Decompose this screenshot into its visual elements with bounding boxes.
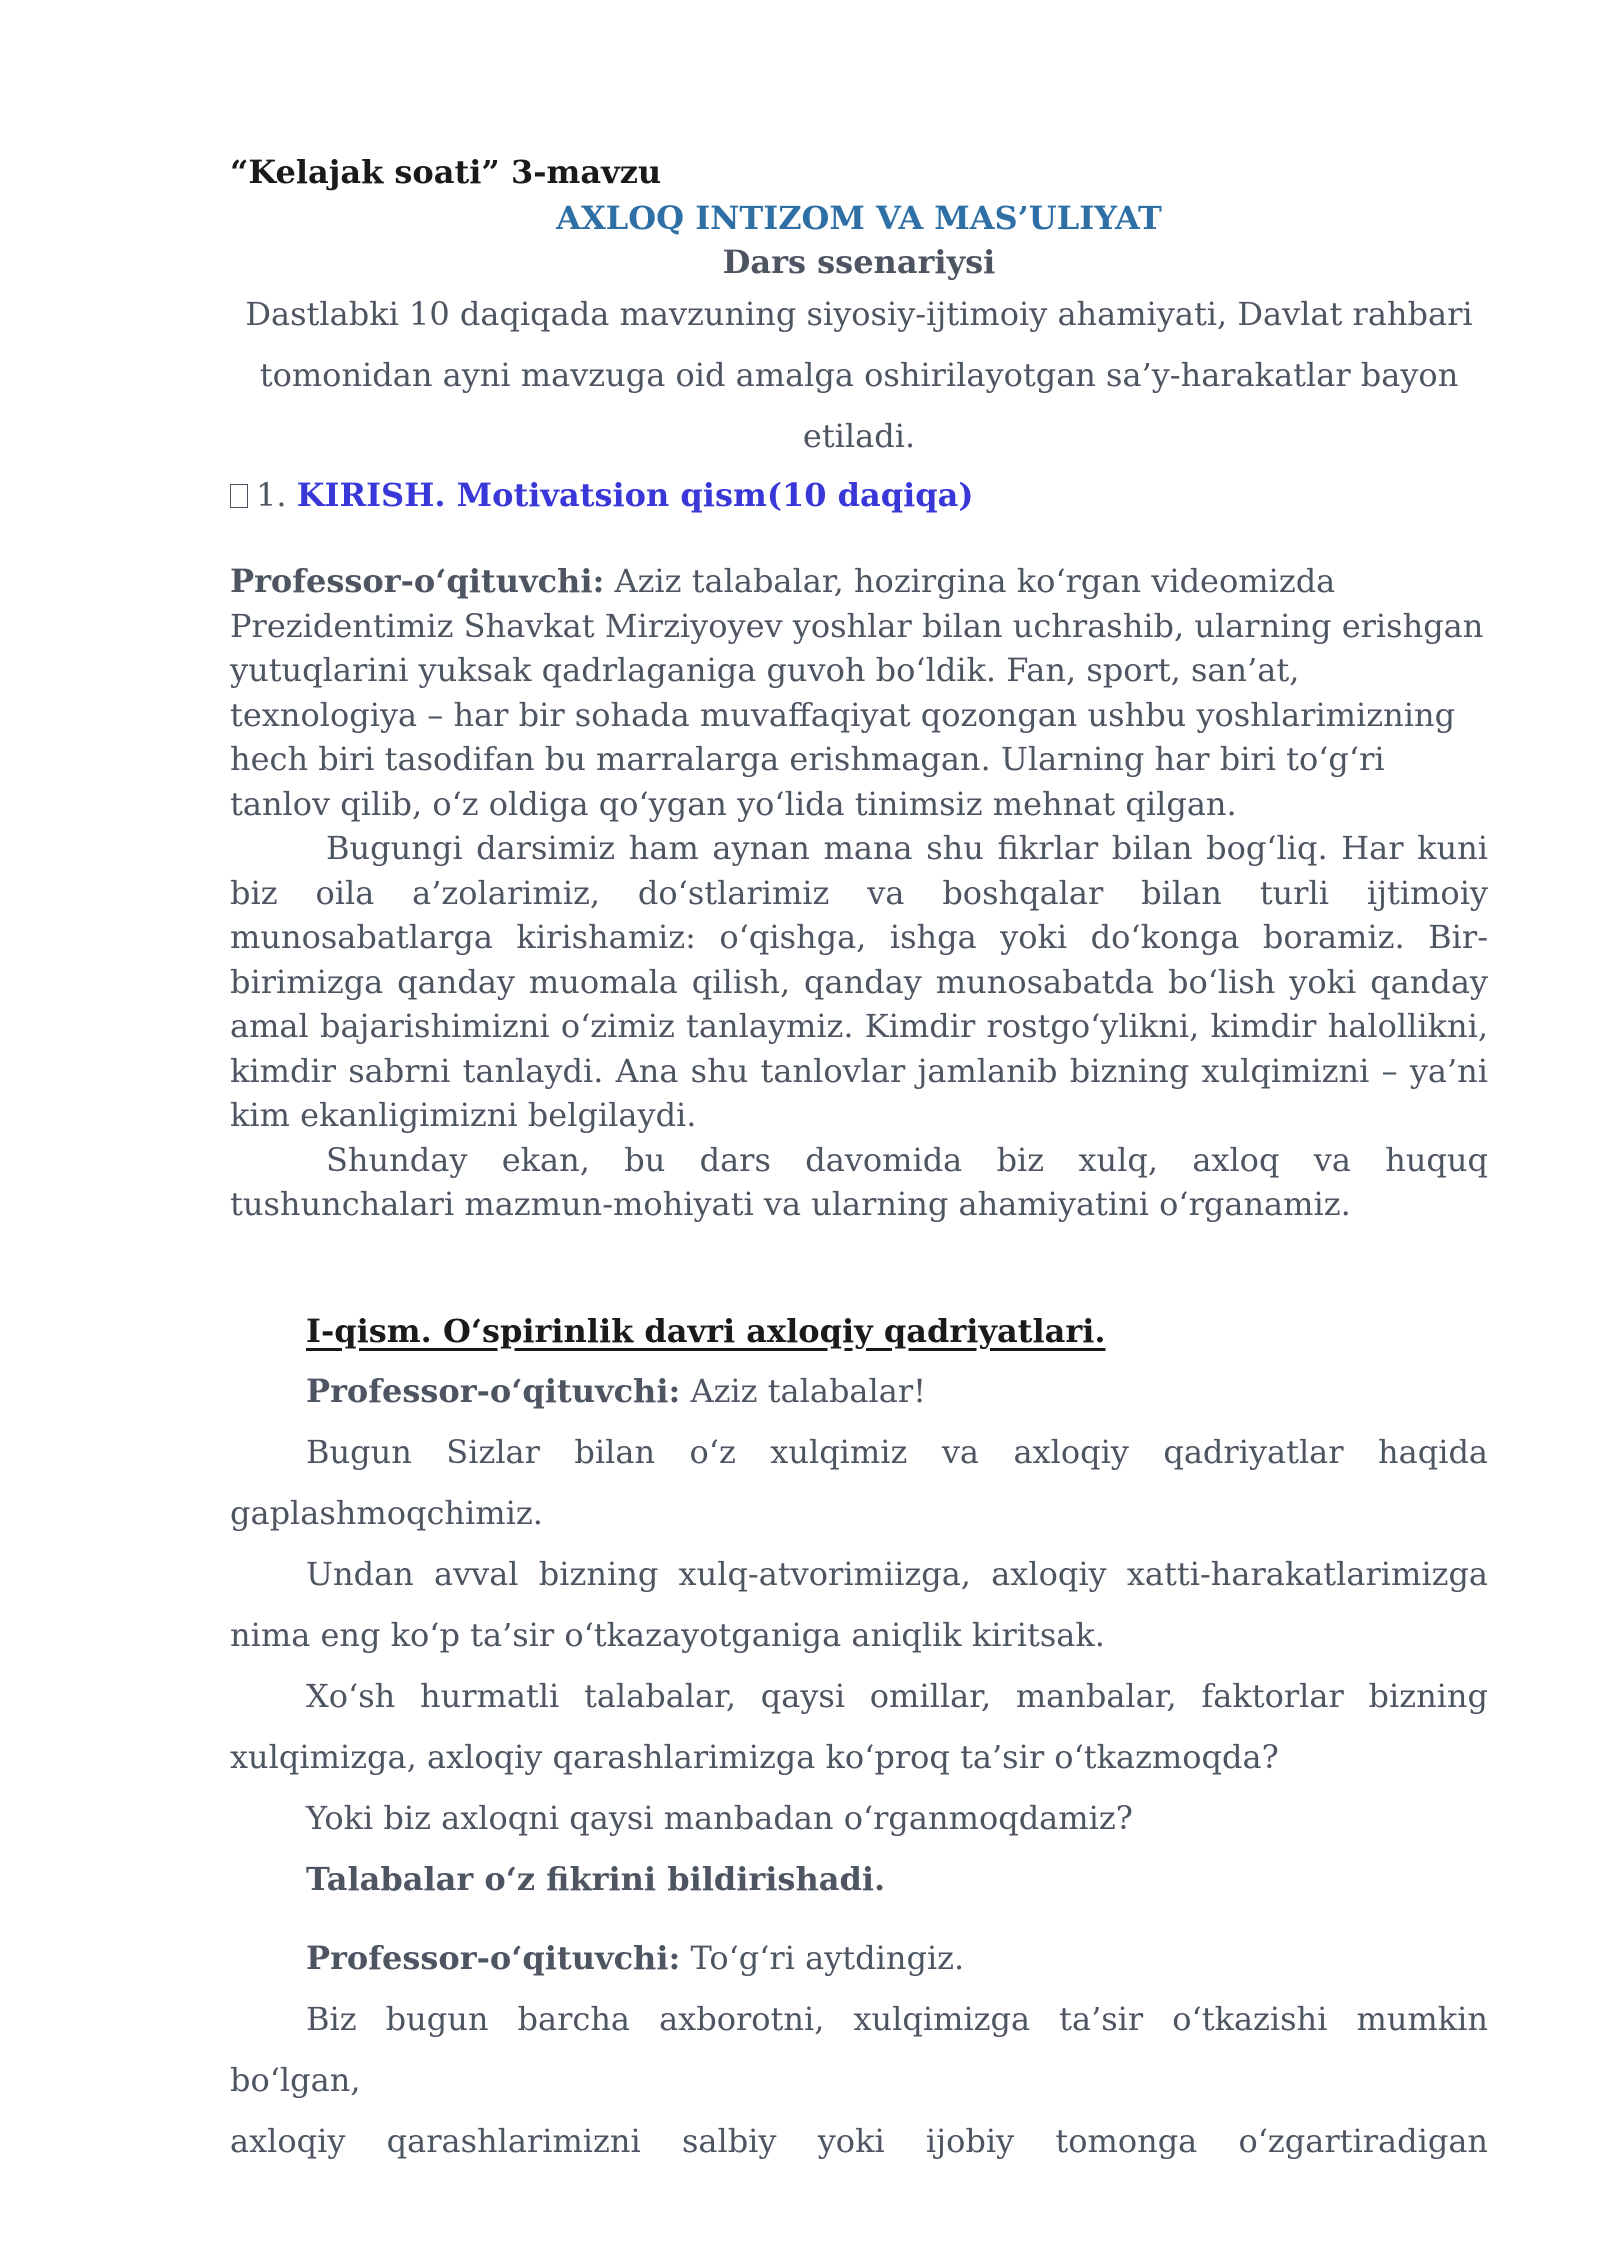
paragraph [230,1928,1488,1989]
paragraph: Bugungi darsimiz ham aynan mana shu fikrlar bilan bog‘liq. Har kuni biz oila a’zolarimiz, do‘stlarimiz va boshqalar bilan turli ijtimoiy munosabatlarga kirishamiz: o‘qishga, ishga yoki do‘konga boramiz. Bir-birimizga qanday muomala qilish, qanday munosabatda bo‘lish yoki qanday amal bajarishimizni o‘zimiz tanlaymiz. Kimdir rostgo‘ylikni, kimdir halollikni, kimdir sabrni tanlaydi. Ana shu tanlovlar jamlanib bizning xulqimizni – ya’ni kim ekanligimizni belgilaydi. [230,829,1488,1134]
section-heading-kirish [230,467,1488,523]
paragraph-text: To‘g‘ri aytdingiz. [680,1938,965,1977]
paragraph: Bugun Sizlar bilan o‘z xulqimiz va axloqiy qadriyatlar haqida gaplashmoqchimiz. [230,1432,1488,1532]
students-note: Talabalar o‘z fikrini bildirishadi. [306,1859,886,1898]
part-one-body [230,1361,1488,2172]
paragraph-text: Aziz talabalar! [680,1371,926,1410]
section-number: 1. [256,476,287,514]
paragraph [230,1361,1488,1422]
paragraph-text: Aziz talabalar, hozirgina ko‘rgan videomizda Prezidentimiz Shavkat Mirziyoyev yoshlar bilan uchrashib, ularning erishgan yutuqlarini yuksak qadrlaganiga guvoh bo‘ldik. Fan, sport, san’at, texnologiya – har bir sohada muvaffaqiyat qozongan ushbu yoshlarimizning hech biri tasodifan bu marralarga erishmagan. Ularning har biri to‘g‘ri tanlov qilib, o‘z oldiga qo‘ygan yo‘lida tinimsiz mehnat qilgan. [230,562,1484,823]
paragraph: Shunday ekan, bu dars davomida biz xulq, axloq va huquq tushunchalari mazmun-mohiyati va ularning ahamiyatini o‘rganamiz. [230,1140,1488,1223]
document-page [230,150,1488,2172]
section-title: KIRISH. Motivatsion qism(10 daqiqa) [296,476,974,514]
part-heading: I-qism. O‘spirinlik davri axloqiy qadriyatlari. [306,1311,1106,1350]
topic-heading: “Kelajak soati” 3-mavzu [230,153,662,191]
page-title: AXLOQ INTIZOM VA MAS’ULIYAT [556,199,1162,237]
paragraph: Biz bugun barcha axborotni, xulqimizga ta’sir o‘tkazishi mumkin bo‘lgan, [230,1999,1488,2099]
speaker-label: Professor-o‘qituvchi: [306,1938,681,1977]
paragraph: axloqiy qarashlarimizni salbiy yoki ijobiy tomonga o‘zgartiradigan [230,2121,1488,2160]
intro-paragraph: Dastlabki 10 daqiqada mavzuning siyosiy-ijtimoiy ahamiyati, Davlat rahbari tomonidan ayni mavzuga oid amalga oshirilayotgan sa’y-harakatlar bayon etiladi. [245,295,1473,455]
kirish-body [230,559,1488,1227]
paragraph: Undan avval bizning xulq-atvorimiizga, axloqiy xatti-harakatlarimizga nima eng ko‘p ta’sir o‘tkazayotganiga aniqlik kiritsak. [230,1554,1488,1654]
paragraph: Xo‘sh hurmatli talabalar, qaysi omillar, manbalar, faktorlar bizning xulqimizga, axloqiy qarashlarimizga ko‘proq ta’sir o‘tkazmoqda? [230,1676,1488,1776]
missing-glyph-icon [230,484,248,508]
paragraph: Yoki biz axloqni qaysi manbadan o‘rganmoqdamiz? [306,1798,1133,1837]
speaker-label: Professor-o‘qituvchi: [230,562,605,600]
speaker-label: Professor-o‘qituvchi: [306,1371,681,1410]
paragraph [230,559,1488,826]
page-subtitle: Dars ssenariysi [722,243,996,281]
